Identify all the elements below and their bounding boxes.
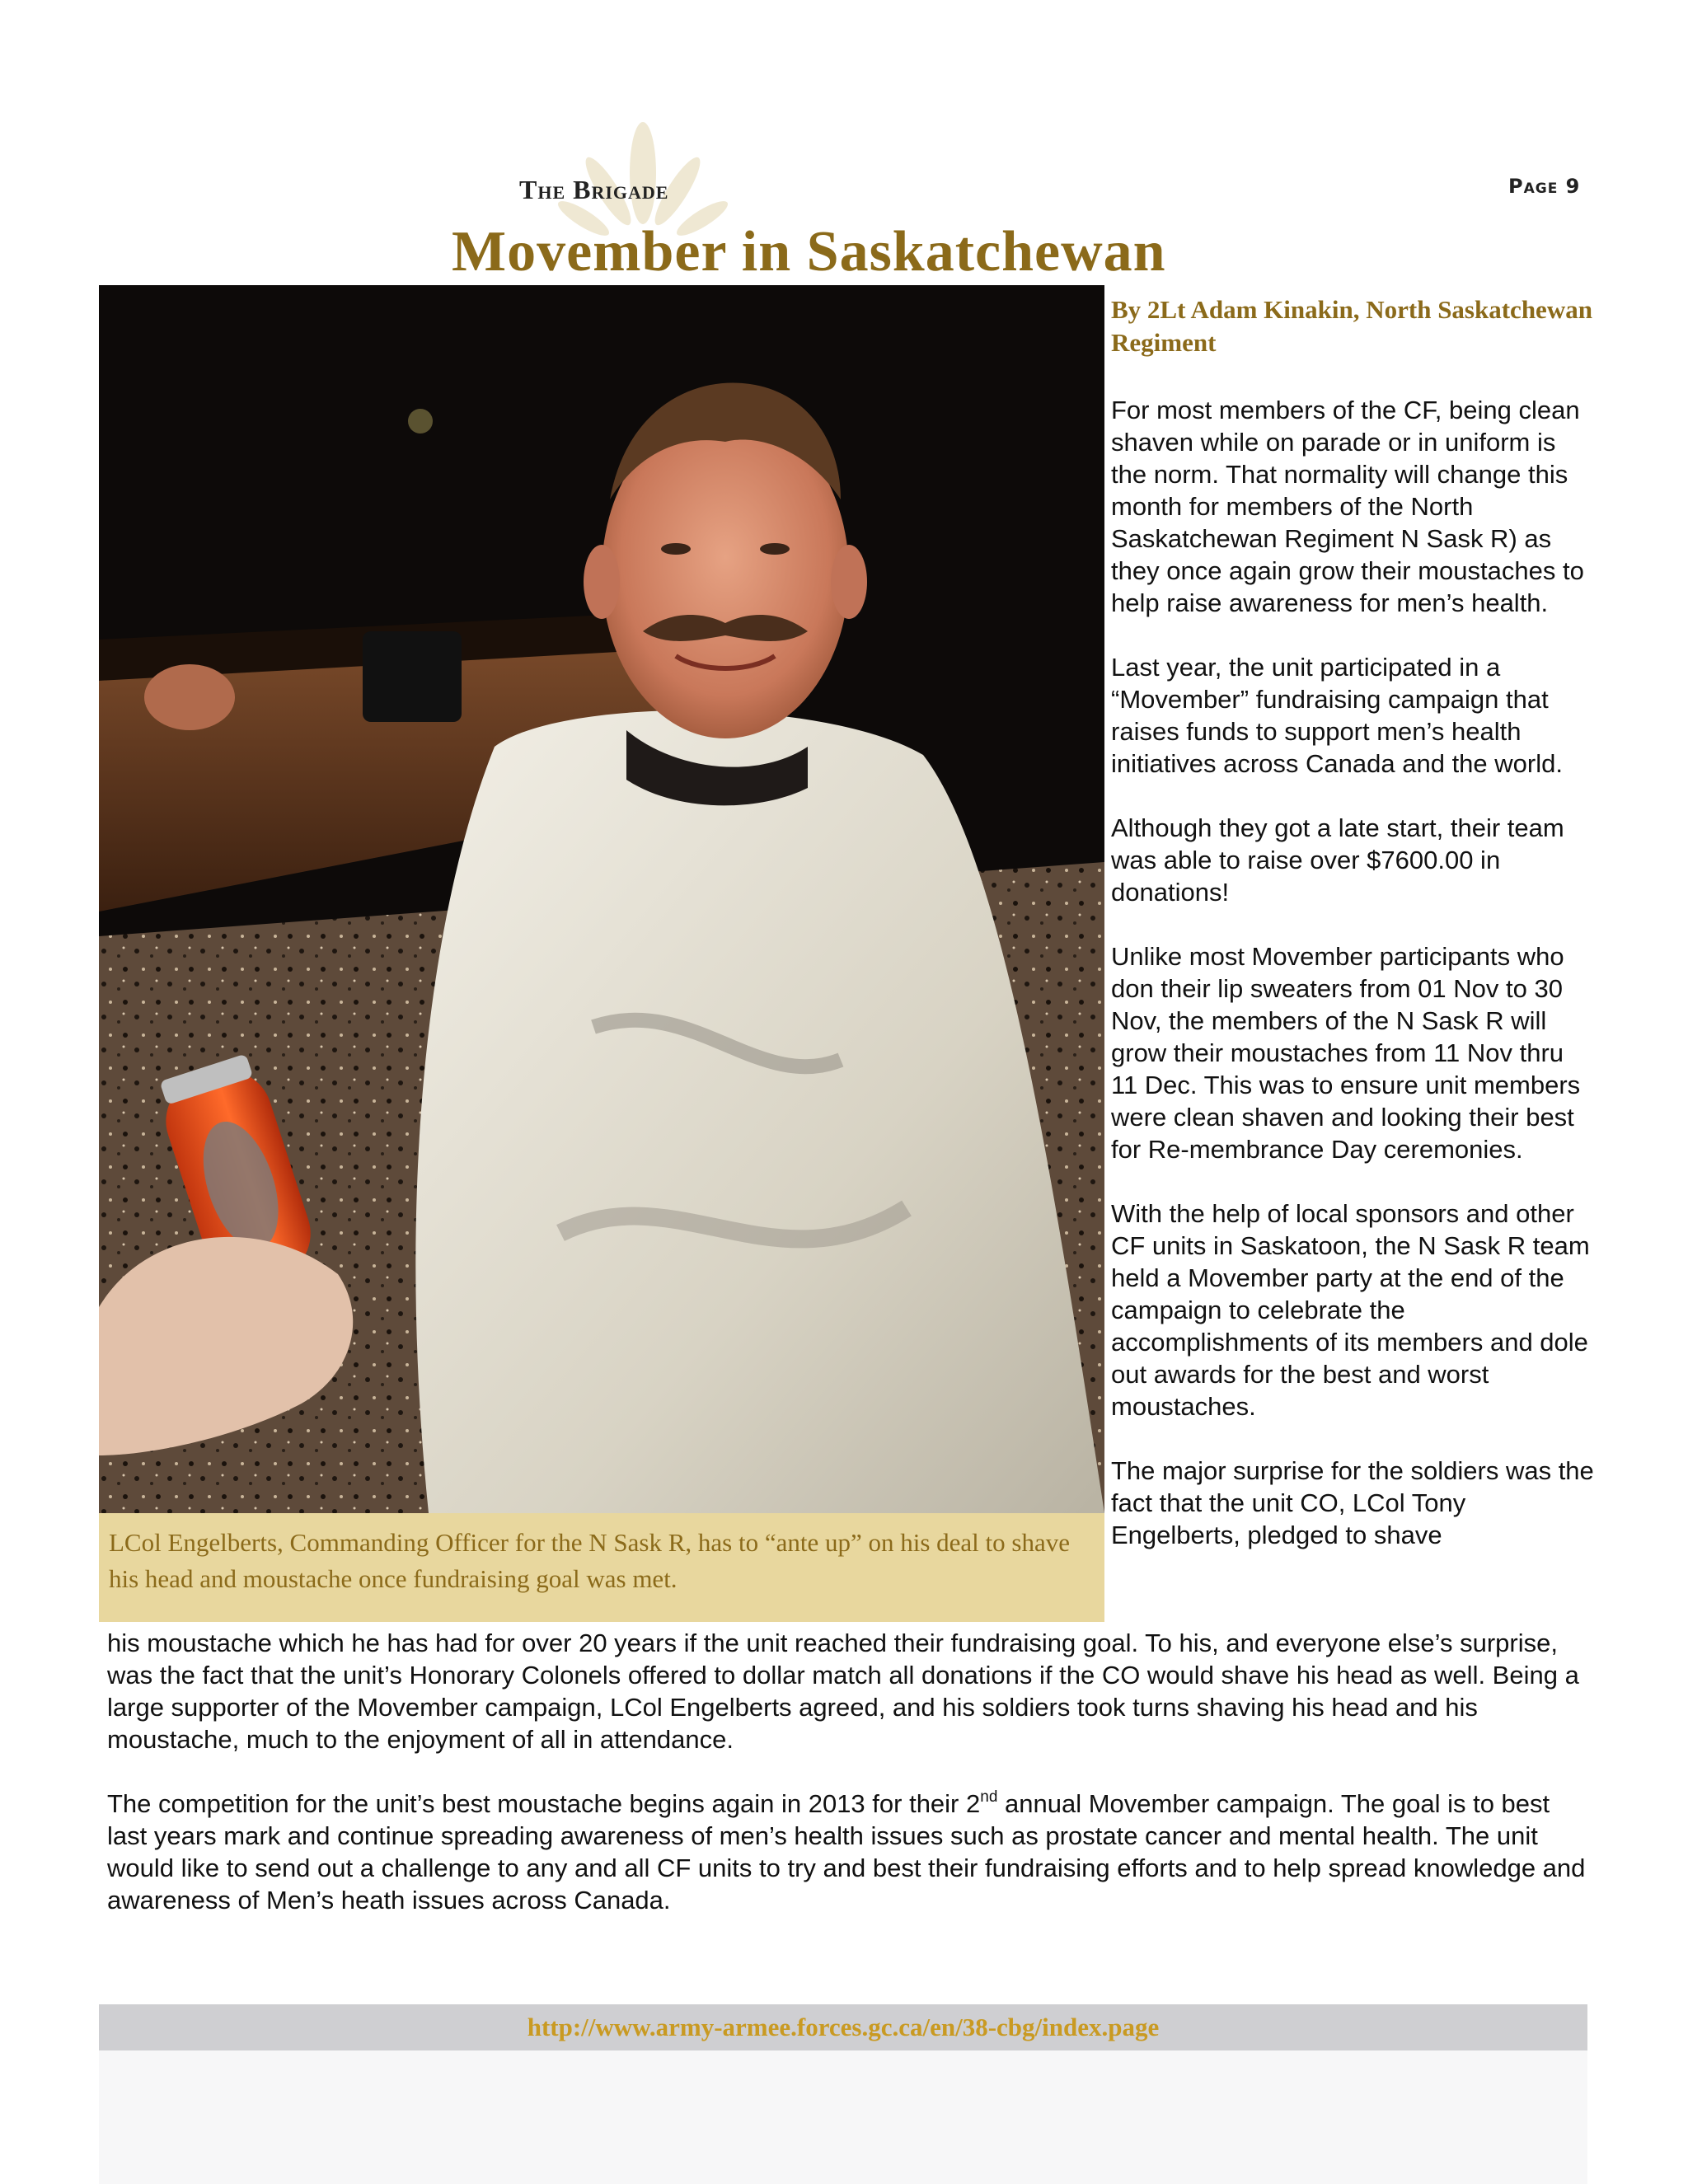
paragraph: Although they got a late start, their team was able to raise over $7600.00 in donations! (1111, 813, 1564, 907)
paragraph: With the help of local sponsors and other CF units in Saskatoon, the N Sask R team held a Movember party at the end of the campaign to celebrate the accomplishments of its members and dole out awards for the best and worst moustaches. (1111, 1199, 1590, 1421)
article-full-width (107, 1627, 1591, 1948)
publication-name: The Brigade (519, 175, 669, 204)
photo-caption-box (99, 1513, 1104, 1622)
paragraph: his moustache which he has had for over 20 years if the unit reached their fundraising goal. To his, and everyone else’s surprise, was the fact that the unit’s Honorary Colonels offered to dollar match all donations if the CO would shave his head as well. Being a large supporter of the Movember campaign, LCol Engelberts agreed, and his soldiers took turns shaving his head and his moustache, much to the enjoyment of all in attendance. (107, 1629, 1579, 1754)
page-number: Page 9 (1508, 175, 1581, 198)
article-byline: By 2Lt Adam Kinakin, North Saskatchewan Regiment (1111, 295, 1592, 357)
paragraph (107, 1788, 1591, 1916)
paragraph: For most members of the CF, being clean shaven while on parade or in uniform is the norm. That normality will change this month for members of the North Saskatchewan Regiment N Sask R) as they once again grow their moustaches to help raise awareness for men’s health. (1111, 396, 1584, 617)
footer-background (99, 2050, 1587, 2184)
article-title: Movember in Saskatchewan (452, 220, 1166, 284)
footer-link[interactable]: http://www.army-armee.forces.gc.ca/en/38-cbg/index.page (527, 2013, 1160, 2041)
article-column (1111, 394, 1596, 1551)
article-photo (99, 285, 1104, 1513)
paragraph: Unlike most Movember participants who don their lip sweaters from 01 Nov to 30 Nov, the members of the N Sask R will grow their moustaches from 11 Nov thru 11 Dec. This was to ensure unit members were clean shaven and looking their best for Re-membrance Day ceremonies. (1111, 942, 1581, 1164)
photo-caption: LCol Engelberts, Commanding Officer for the N Sask R, has to “ante up” on his deal to shave his head and moustache once fundraising goal was met. (109, 1528, 1070, 1593)
paragraph: Last year, the unit participated in a “Movember” fundraising campaign that raises funds to support men’s health initiatives across Canada and the world. (1111, 653, 1563, 778)
footer-bar (99, 2004, 1587, 2050)
paragraph-text: annual Movember campaign. The goal is to best last years mark and continue spreading awareness of men’s health issues such as prostate cancer and mental health. The unit would like to send out a challenge to any and all CF units to try and best their fundraising efforts and to help spread knowledge and awareness of Men’s heath issues across Canada. (107, 1789, 1586, 1915)
paragraph-text: The competition for the unit’s best moustache begins again in 2013 for their 2 (107, 1789, 981, 1818)
paragraph: The major surprise for the soldiers was the fact that the unit CO, LCol Tony Engelberts, pledged to shave (1111, 1456, 1594, 1549)
ordinal-suffix: nd (980, 1788, 998, 1806)
